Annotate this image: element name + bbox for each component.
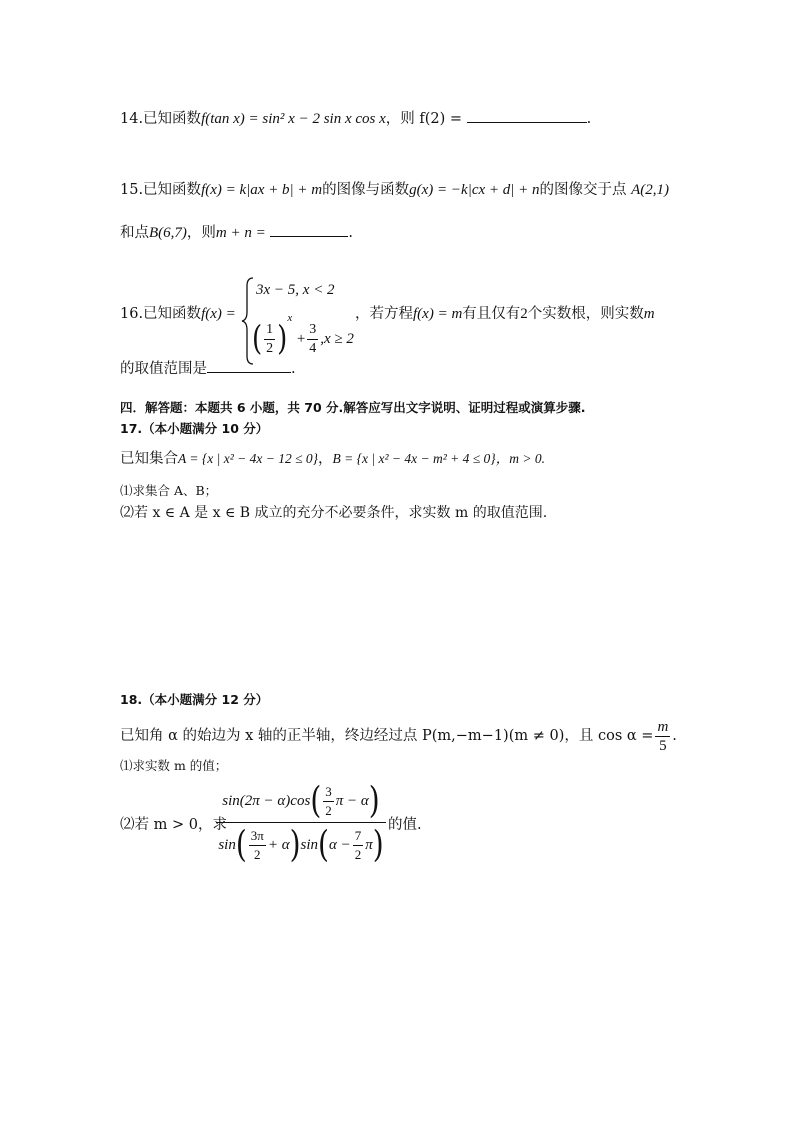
question-16-prefix-line (120, 304, 236, 324)
q17-condition: ，m > 0. (495, 451, 545, 466)
q18-denominator-b: sin (300, 836, 319, 853)
q18-cos-fraction (655, 718, 670, 755)
q18-denominator: sin ( $\frac{3\pi}{2}$ + α ) sin ( α − $\frac{7}{2}$ π ) (218, 822, 384, 866)
q18-part2-suffix: 的值. (388, 817, 422, 833)
q17-set-b: B = {x | x² − 4x − m² + 4 ≤ 0} (332, 451, 496, 466)
q18-part2-prefix (120, 815, 227, 835)
q15-prefix: 15.已知函数 (120, 182, 202, 198)
q16-fx: f(x) = (201, 306, 236, 322)
q16-case1 (256, 280, 335, 300)
q18-num-frac-n: 3 (323, 783, 334, 802)
q16-after: ，若方程 (355, 306, 413, 322)
q17-given-prefix: 已知集合 (120, 451, 178, 467)
q17-header: 17.（本小题满分 10 分） (120, 421, 269, 436)
q15-answer-blank[interactable] (270, 222, 348, 237)
q18-given (120, 716, 677, 756)
q17-part2: ⑵若 x ∈ A 是 x ∈ B 成立的充分不必要条件，求实数 m 的取值范围. (120, 505, 548, 521)
q15-line2-prefix: 和点 (120, 225, 149, 241)
question-16-rest (355, 304, 655, 324)
q17-set-a: A = {x | x² − 4x − 12 ≤ 0} (178, 451, 319, 466)
q15-f-expression: f(x) = k|ax + b| + m (201, 182, 323, 198)
q18-end: . (672, 728, 677, 744)
q18-part2-prefix-text: ⑵若 m > 0，求 (120, 817, 227, 833)
q16-line2: 的取值范围是 (120, 361, 207, 377)
q18-part1: ⑴求实数 m 的值； (120, 758, 228, 773)
question-16-line2 (120, 358, 296, 379)
q16-eq: f(x) = m (413, 306, 463, 322)
q18-numerator-b: π − α (335, 792, 369, 809)
q18-header: 18.（本小题满分 12 分） (120, 692, 269, 707)
question-15-line1 (120, 180, 669, 200)
q16-after2: 有且仅有 (462, 306, 521, 322)
q16-case2: ( $\frac{1}{2}$ )$^x$ + $\frac{3}{4}$ ,x ≥ 2 (252, 312, 354, 359)
q15-g-expression: g(x) = −k|cx + d| + n (409, 182, 540, 198)
q14-prefix: 14.已知函数 (120, 111, 202, 127)
q16-case2-condition: x ≥ 2 (324, 331, 354, 347)
question-14 (120, 108, 591, 129)
q18-big-fraction (216, 780, 386, 867)
q16-after3: 个实数根，则实数 (527, 306, 644, 322)
q18-denominator-a: sin (218, 836, 236, 853)
q18-numerator-a: sin(2π − α)cos (222, 792, 311, 809)
q14-end: . (586, 111, 592, 127)
q15-point-a: A(2,1) (631, 182, 670, 198)
q18-den-plus: + α (267, 836, 290, 853)
q14-answer-blank[interactable] (467, 108, 587, 123)
q18-numerator: sin(2π − α)cos ( $\frac{3}{2}$ π − α ) (222, 778, 380, 822)
q18-den-frac1-n: 3π (249, 827, 266, 846)
q16-end: . (291, 361, 296, 377)
q18-den-frac2-n: 7 (353, 827, 364, 846)
q17-sep: ， (318, 451, 333, 467)
q15-end: . (348, 225, 353, 241)
q18-den-frac2-d: 2 (354, 846, 362, 862)
q16-count: 2 (520, 306, 528, 322)
q15-tail: 的图像交于点 (539, 182, 627, 198)
question-15-line2 (120, 222, 353, 243)
q16-answer-blank[interactable] (207, 358, 291, 373)
q18-den-pi: π (365, 836, 373, 853)
q16-prefix: 16.已知函数 (120, 306, 202, 322)
q18-den-frac1-d: 2 (254, 846, 261, 862)
q15-point-b: B(6,7) (149, 225, 187, 241)
q17-given (120, 449, 545, 469)
q17-part1: ⑴求集合 A、B； (120, 483, 218, 498)
q15-mid: 的图像与函数 (322, 182, 410, 198)
q16-var: m (643, 306, 655, 322)
q18-frac-den: 5 (659, 737, 667, 754)
q15-sum: m + n = (215, 225, 266, 241)
q18-given-text: 已知角 α 的始边为 x 轴的正半轴，终边经过点 P(m,−m−1)(m ≠ 0)，且 cos α = (120, 728, 654, 744)
q16-case1-text: 3x − 5, x < 2 (256, 282, 335, 298)
q14-tail: ，则 f(2) = (385, 111, 463, 127)
q15-line2-mid: ，则 (186, 225, 216, 241)
q18-num-frac-d: 2 (325, 802, 332, 818)
q18-frac-num: m (657, 718, 669, 735)
q18-den-b-inner: α − (328, 836, 351, 853)
section-4-title: 四．解答题：本题共 6 小题，共 70 分.解答应写出文字说明、证明过程或演算步骤. (120, 400, 586, 415)
q14-expression: f(tan x) = sin² x − 2 sin x cos x (201, 111, 386, 127)
